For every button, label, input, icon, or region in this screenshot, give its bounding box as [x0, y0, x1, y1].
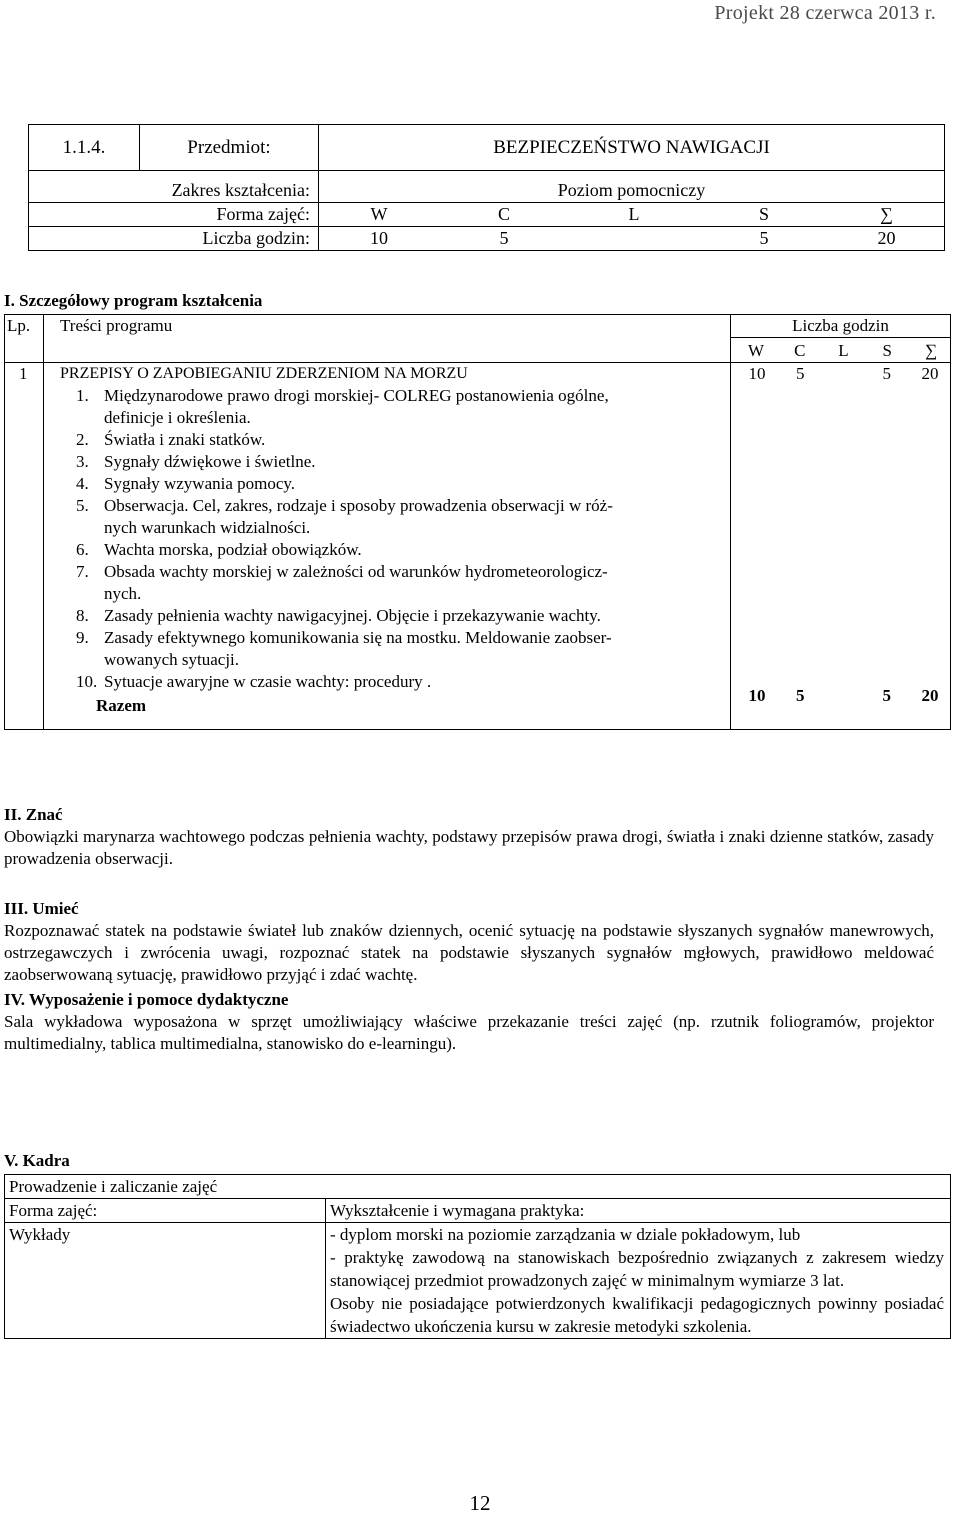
topic-item-line: nych.	[104, 584, 142, 603]
hours-s: 5	[699, 227, 829, 251]
staff-form-value: Wykłady	[5, 1223, 326, 1339]
topic-item-line: Zasady efektywnego komunikowania się na mostku. Meldowanie zaobser-	[104, 628, 612, 647]
topic-item-line: wowanych sytuacji.	[104, 650, 240, 669]
topic-items	[60, 385, 730, 693]
staff-req-label: Wykształcenie i wymagana praktyka:	[326, 1199, 951, 1223]
form-col-sum: ∑	[829, 203, 945, 227]
row-number: 1	[5, 363, 44, 730]
topic-hours-l	[834, 363, 854, 385]
topic-item-number: 5.	[76, 496, 89, 515]
topic-item-number: 1.	[76, 386, 89, 405]
hour-col-s: S	[882, 341, 892, 360]
page-number: 12	[469, 1491, 491, 1515]
topic-title: PRZEPISY O ZAPOBIEGANIU ZDERZENIOM NA MORZU	[60, 365, 468, 382]
form-col-w: W	[319, 203, 440, 227]
hour-col-sum: ∑	[924, 341, 938, 360]
section-equipment	[4, 989, 934, 1055]
staff-header: Prowadzenie i zaliczanie zajęć	[5, 1175, 951, 1199]
scope-label: Zakres kształcenia:	[29, 171, 319, 203]
staff-form-label: Forma zajęć:	[5, 1199, 326, 1223]
topic-item	[60, 473, 730, 495]
subject-label: Przedmiot:	[140, 125, 319, 171]
know-text: Obowiązki marynarza wachtowego podczas pełnienia wachty, podstawy przepisów prawa drogi, światła i znaki dzienne statków, zasady prowadzenia obserwacji.	[4, 827, 934, 868]
topic-item-number: 4.	[76, 474, 89, 493]
topic-item	[60, 627, 730, 671]
subject-table	[28, 124, 945, 251]
topic-item	[60, 605, 730, 627]
topic-item	[60, 451, 730, 473]
section-skills	[4, 898, 934, 986]
topic-item-number: 7.	[76, 562, 89, 581]
col-lp: Lp.	[5, 315, 44, 363]
topic-item	[60, 671, 730, 693]
hours-w: 10	[319, 227, 440, 251]
hour-col-l: L	[838, 341, 849, 360]
form-label: Forma zajęć:	[29, 203, 319, 227]
topic-hours-w: 10	[748, 364, 766, 383]
col-content: Treści programu	[44, 315, 731, 363]
program-table	[4, 314, 951, 730]
document-header: Projekt 28 czerwca 2013 r.	[714, 2, 936, 24]
total-hours-s: 5	[882, 686, 891, 705]
topic-item-line: Sygnały wzywania pomocy.	[104, 474, 296, 493]
hour-col-w: W	[747, 341, 765, 360]
hours-cell	[731, 363, 951, 730]
topic-item-line: Sygnały dźwiękowe i świetlne.	[104, 452, 316, 471]
equipment-title: IV. Wyposażenie i pomoce dydaktyczne	[4, 990, 289, 1009]
hours-l	[569, 227, 699, 251]
total-hours-l	[834, 685, 854, 707]
topic-item-line: nych warunkach widzialności.	[104, 518, 311, 537]
topic-item	[60, 385, 730, 429]
form-col-l: L	[569, 203, 699, 227]
equipment-text: Sala wykładowa wyposażona w sprzęt umożliwiający właściwe przekazanie treści zajęć (np. rzutnik foliogramów, projektor multimedialny, tablica multimedialna, stanowisko do e-learningu).	[4, 1012, 934, 1053]
staff-table	[4, 1174, 951, 1339]
topic-hours-s: 5	[882, 364, 891, 383]
col-hours-title: Liczba godzin	[792, 316, 889, 335]
topic-item-line: definicje i określenia.	[104, 408, 251, 427]
topic-hours	[731, 363, 950, 385]
topic-item-number: 2.	[76, 430, 89, 449]
hours-c: 5	[439, 227, 569, 251]
total-hours-sum: 20	[921, 686, 939, 705]
hours-label: Liczba godzin:	[29, 227, 319, 251]
topic-item-line: Wachta morska, podział obowiązków.	[104, 540, 362, 559]
hour-col-c: C	[794, 341, 806, 360]
total-hours-c: 5	[796, 686, 805, 705]
topic-item-line: Obserwacja. Cel, zakres, rodzaje i sposoby prowadzenia obserwacji w róż-	[104, 496, 613, 515]
form-col-c: C	[439, 203, 569, 227]
staff-req-2: - praktykę zawodową na stanowiskach bezpośrednio związanych z zakresem wiedzy stanowiącej przedmiot prowadzonych zajęć w minimalnym wymiarze 3 lat.	[330, 1248, 944, 1290]
topic-item-line: Obsada wachty morskiej w zależności od warunków hydrometeorologicz-	[104, 562, 608, 581]
scope-value: Poziom pomocniczy	[319, 171, 945, 203]
total-label: Razem	[96, 696, 147, 715]
topic-item	[60, 495, 730, 539]
hour-cols	[730, 337, 951, 362]
topic-item-number: 3.	[76, 452, 89, 471]
know-title: II. Znać	[4, 805, 63, 824]
total-hours	[731, 685, 950, 707]
topic-hours-sum: 20	[921, 364, 939, 383]
topic-item	[60, 561, 730, 605]
topic-item-line: Międzynarodowe prawo drogi morskiej- COLREG postanowienia ogólne,	[104, 386, 609, 405]
topic-item-number: 10.	[76, 672, 98, 691]
topic-item-line: Światła i znaki statków.	[104, 430, 266, 449]
program-content	[44, 363, 731, 730]
topic-item	[60, 539, 730, 561]
subject-number: 1.1.4.	[29, 125, 140, 171]
topic-item-number: 9.	[76, 628, 89, 647]
program-section-title: I. Szczegółowy program kształcenia	[4, 291, 263, 310]
section-know	[4, 804, 934, 870]
hours-sum: 20	[829, 227, 945, 251]
staff-title: V. Kadra	[4, 1151, 70, 1170]
topic-item-line: Sytuacje awaryjne w czasie wachty: procedury .	[104, 672, 432, 691]
subject-name: BEZPIECZEŃSTWO NAWIGACJI	[319, 125, 945, 171]
col-hours	[731, 315, 951, 363]
staff-requirements	[326, 1223, 951, 1339]
form-col-s: S	[699, 203, 829, 227]
topic-item-line: Zasady pełnienia wachty nawigacyjnej. Objęcie i przekazywanie wachty.	[104, 606, 601, 625]
topic-item-number: 8.	[76, 606, 89, 625]
staff-req-1: - dyplom morski na poziomie zarządzania w dziale pokładowym, lub	[330, 1225, 801, 1244]
topic-item	[60, 429, 730, 451]
staff-req-3: Osoby nie posiadające potwierdzonych kwalifikacji pedagogicznych powinny posiadać świadectwo ukończenia kursu w zakresie metodyki szkolenia.	[330, 1294, 944, 1336]
skills-title: III. Umieć	[4, 899, 79, 918]
topic-item-number: 6.	[76, 540, 89, 559]
skills-text: Rozpoznawać statek na podstawie świateł lub znaków dziennych, ocenić sytuację na podstawie słyszanych sygnałów manewrowych, ostrzegawczych i zwrócenia uwagi, rozpoznać statek na podstawie słyszanych sygnałów mgłowych, prawidłowo meldować zaobserwowaną sytuację, prawidłowo przyjąć i zdać wachtę.	[4, 921, 934, 984]
topic-hours-c: 5	[796, 364, 805, 383]
total-hours-w: 10	[748, 686, 766, 705]
